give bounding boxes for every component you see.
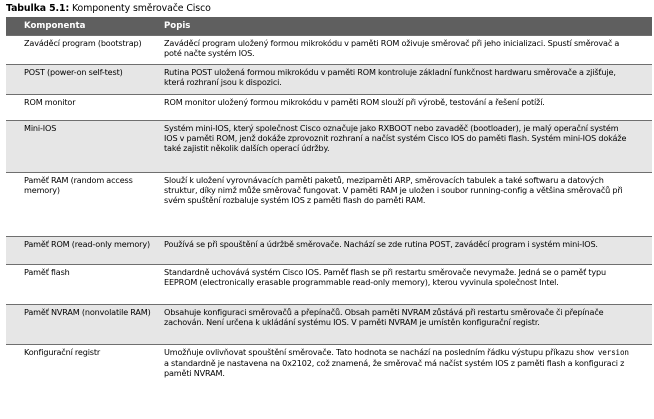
table-caption — [6, 3, 211, 15]
component-cell: Paměť flash — [6, 265, 158, 305]
component-cell: POST (power-on self-test) — [6, 65, 158, 95]
component-cell: Konfigurační registr — [6, 345, 158, 387]
component-cell: Paměť RAM (random access memory) — [6, 173, 158, 237]
component-cell: Paměť NVRAM (nonvolatile RAM) — [6, 305, 158, 345]
description-text-before: Umožňuje ovlivňovat spouštění směrovače. Tato hodnota se nachází na posledním řádku výstupu příkazu — [164, 347, 576, 357]
table-row — [6, 345, 652, 387]
table-header-row — [6, 17, 652, 36]
table-row — [6, 173, 652, 237]
component-cell: Paměť ROM (read-only memory) — [6, 237, 158, 265]
description-cell: Rutina POST uložená formou mikrokódu v paměti ROM kontroluje základní funkčnost hardwaru směrovače a zjišťuje, která rozhraní jsou k dispozici. — [158, 65, 652, 95]
table-row — [6, 65, 652, 95]
description-cell: Používá se při spouštění a údržbě směrovače. Nachází se zde rutina POST, zaváděcí program i systém mini-IOS. — [158, 237, 652, 265]
table-row — [6, 95, 652, 121]
description-cell: Systém mini-IOS, který společnost Cisco označuje jako RXBOOT nebo zavaděč (bootloader), je malý operační systém IOS v paměti ROM, jenž dokáže zprovoznit rozhraní a načíst systém Cisco IOS do paměti flash. Systém mini-IOS dokáže také zajistit několik dalších operací údržby. — [158, 121, 652, 173]
description-cell — [158, 345, 652, 387]
description-cell: Zaváděcí program uložený formou mikrokódu v paměti ROM oživuje směrovač při jeho inicializaci. Spustí směrovač a poté načte systém IOS. — [158, 36, 652, 65]
description-text-after: a standardně je nastavena na 0x2102, což znamená, že směrovač má načíst systém IOS z paměti flash a konfiguraci z paměti NVRAM. — [164, 358, 625, 379]
component-cell: ROM monitor — [6, 95, 158, 121]
caption-title: Komponenty směrovače Cisco — [69, 3, 211, 14]
command-text: show version — [575, 348, 629, 357]
header-description: Popis — [158, 17, 652, 36]
table-row — [6, 237, 652, 265]
header-component: Komponenta — [6, 17, 158, 36]
component-cell: Mini-IOS — [6, 121, 158, 173]
table-row — [6, 121, 652, 173]
description-cell: Standardně uchovává systém Cisco IOS. Paměť flash se při restartu směrovače nevymaže. Jedná se o paměť typu EEPROM (electronically erasable programmable read-only memory), kterou vyvinula společnost Intel. — [158, 265, 652, 305]
table-row — [6, 305, 652, 345]
description-cell: Obsahuje konfiguraci směrovačů a přepínačů. Obsah paměti NVRAM zůstává při restartu směrovače či přepínače zachován. Není určena k ukládání systému IOS. V paměti NVRAM je umístěn konfigurační registr. — [158, 305, 652, 345]
table-row — [6, 36, 652, 65]
description-cell: ROM monitor uložený formou mikrokódu v paměti ROM slouží při výrobě, testování a řešení potíží. — [158, 95, 652, 121]
caption-label: Tabulka 5.1: — [6, 3, 70, 14]
table-row — [6, 265, 652, 305]
components-table — [6, 17, 652, 387]
component-cell: Zaváděcí program (bootstrap) — [6, 36, 158, 65]
description-cell: Slouží k uložení vyrovnávacích paměti paketů, mezipaměti ARP, směrovacích tabulek a také softwaru a datových struktur, díky nimž může směrovač fungovat. V paměti RAM je uložen i soubor running-config a většina směrovačů při svém spuštění rozbaluje systém IOS z paměti flash do paměti RAM. — [158, 173, 652, 237]
